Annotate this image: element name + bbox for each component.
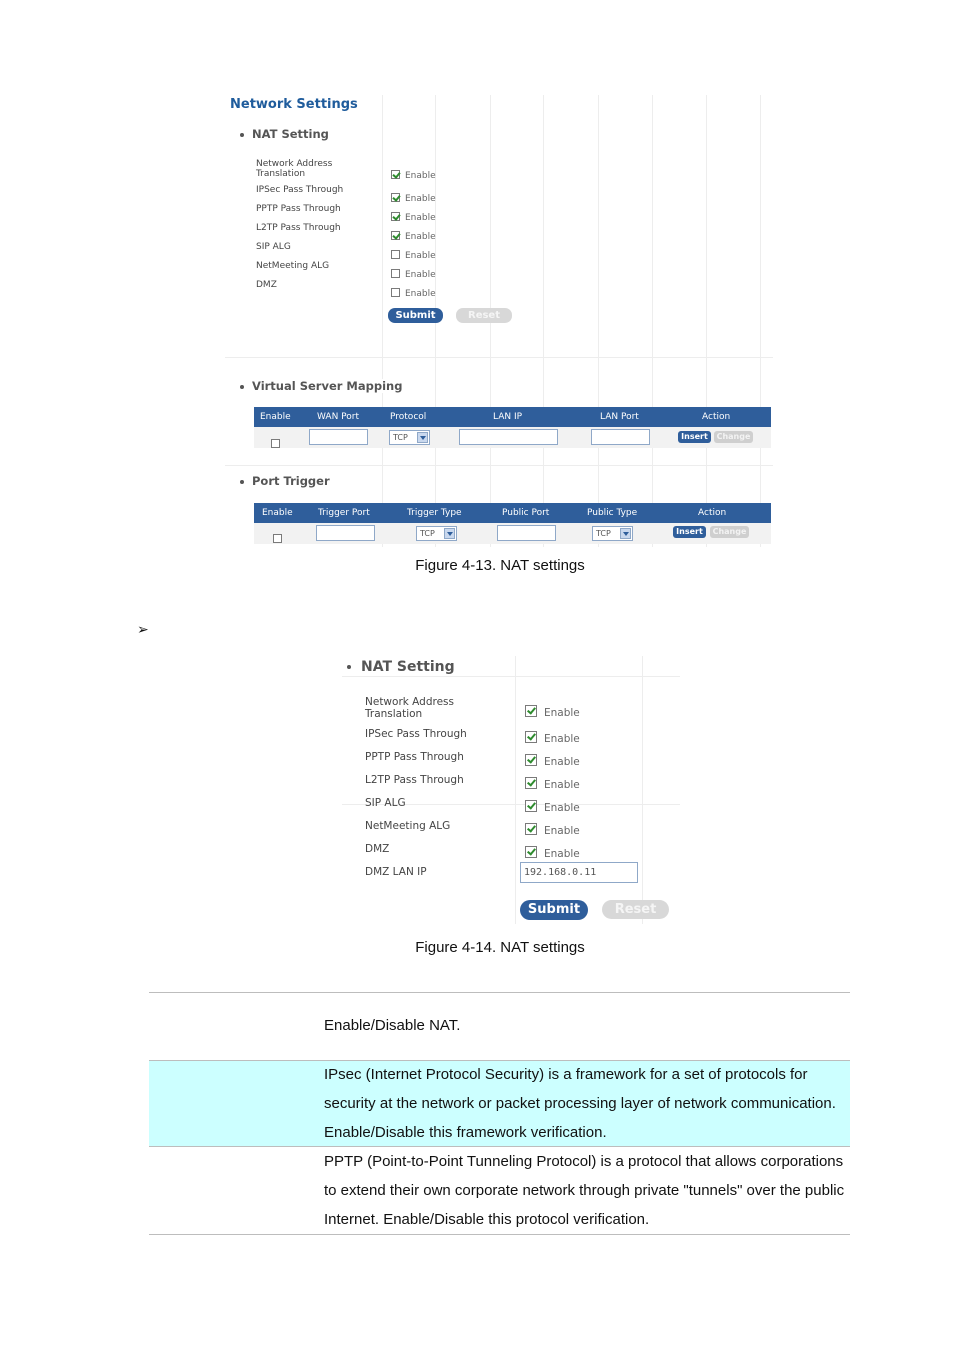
pt-enable-checkbox[interactable] xyxy=(273,534,282,543)
pt-col-trigger-type: Trigger Type xyxy=(407,508,462,518)
vsm-section-label: Virtual Server Mapping xyxy=(252,379,403,393)
nat-row xyxy=(225,242,773,260)
table-rule xyxy=(149,992,850,993)
grid-line xyxy=(225,465,773,466)
pt-trigger-port-input[interactable] xyxy=(316,525,375,541)
enable-label: Enable xyxy=(405,270,436,280)
nat-row-label: L2TP Pass Through xyxy=(256,223,341,233)
vsm-enable-checkbox[interactable] xyxy=(271,439,280,448)
dmz-lan-ip-input[interactable] xyxy=(520,862,638,883)
chevron-down-icon xyxy=(620,528,631,539)
vsm-col-action: Action xyxy=(702,412,731,422)
nat-row-label: NetMeeting ALG xyxy=(256,261,330,271)
nat-row-label: Network Address Translation xyxy=(256,159,333,179)
nat-section-heading-2 xyxy=(347,659,459,675)
enable-label: Enable xyxy=(544,802,580,814)
nat-row-label: L2TP Pass Through xyxy=(365,774,464,786)
nat-row xyxy=(342,696,680,718)
vsm-wan-port-input[interactable] xyxy=(309,429,368,445)
nat-row xyxy=(225,223,773,241)
nat-section-label: NAT Setting xyxy=(252,127,329,141)
enable-label: Enable xyxy=(544,779,580,791)
reset-button[interactable]: Reset xyxy=(456,308,512,323)
figure-caption-2: Figure 4-14. NAT settings xyxy=(415,939,585,956)
enable-checkbox[interactable] xyxy=(525,705,537,717)
pt-col-action: Action xyxy=(698,508,727,518)
description-ipsec: IPsec (Internet Protocol Security) is a framework for a set of protocols for security at the network or packet processing layer of network communication. Enable/Disable this framework verification. xyxy=(324,1066,836,1141)
vsm-change-button[interactable]: Change xyxy=(714,431,753,443)
nat-row-option xyxy=(525,843,580,862)
enable-checkbox[interactable] xyxy=(525,800,537,812)
pt-public-port-input[interactable] xyxy=(497,525,556,541)
enable-checkbox[interactable] xyxy=(391,170,400,179)
nat-row xyxy=(225,280,773,298)
bullet-icon xyxy=(347,665,351,669)
enable-label: Enable xyxy=(544,756,580,768)
enable-label: Enable xyxy=(405,171,436,181)
grid-line xyxy=(342,676,680,677)
enable-checkbox[interactable] xyxy=(525,777,537,789)
figure-nat-settings-1 xyxy=(225,95,773,547)
chevron-down-icon xyxy=(444,528,455,539)
enable-label: Enable xyxy=(405,289,436,299)
enable-checkbox[interactable] xyxy=(525,846,537,858)
vsm-table-header xyxy=(254,407,771,427)
nat-row-option xyxy=(525,820,580,839)
pt-trigger-type-value: TCP xyxy=(420,529,435,538)
vsm-col-wan-port: WAN Port xyxy=(317,412,359,422)
vsm-col-lan-port: LAN Port xyxy=(600,412,639,422)
nat-section-label-2: NAT Setting xyxy=(361,659,455,675)
nat-row-label: PPTP Pass Through xyxy=(256,204,341,214)
nat-row xyxy=(225,185,773,203)
nat-row-option xyxy=(391,164,436,183)
nat-row-label: DMZ xyxy=(365,843,390,855)
pt-col-public-type: Public Type xyxy=(587,508,638,518)
enable-checkbox[interactable] xyxy=(391,212,400,221)
enable-checkbox[interactable] xyxy=(391,269,400,278)
vsm-protocol-select[interactable] xyxy=(389,430,430,445)
enable-label: Enable xyxy=(544,707,580,719)
pt-col-public-port: Public Port xyxy=(502,508,550,518)
nat-row xyxy=(225,204,773,222)
table-rule xyxy=(149,1234,850,1235)
enable-checkbox[interactable] xyxy=(391,193,400,202)
nat-row-label: NetMeeting ALG xyxy=(365,820,451,832)
pt-table-row xyxy=(254,523,771,544)
chevron-down-icon xyxy=(417,432,428,443)
enable-label: Enable xyxy=(544,733,580,745)
page-title: Network Settings xyxy=(230,97,362,112)
nat-row xyxy=(342,820,680,842)
enable-checkbox[interactable] xyxy=(525,754,537,766)
nat-row xyxy=(342,751,680,773)
nat-row xyxy=(342,774,680,796)
nat-row xyxy=(225,159,773,181)
pt-change-button[interactable]: Change xyxy=(710,526,749,538)
nat-row-label: PPTP Pass Through xyxy=(365,751,464,763)
nat-row-option xyxy=(525,797,580,816)
nat-row-option xyxy=(525,728,580,747)
figure-caption-1: Figure 4-13. NAT settings xyxy=(415,557,585,574)
nat-row-label: Network Address Translation xyxy=(365,696,454,720)
enable-checkbox[interactable] xyxy=(525,823,537,835)
vsm-lan-ip-input[interactable] xyxy=(459,429,558,445)
pt-public-type-value: TCP xyxy=(596,529,611,538)
figure-nat-settings-2 xyxy=(342,656,680,924)
description-nat: Enable/Disable NAT. xyxy=(324,1017,461,1034)
nat-row-label: IPSec Pass Through xyxy=(256,185,344,195)
nat-row xyxy=(225,261,773,279)
arrow-bullet-icon: ➢ xyxy=(137,622,149,638)
vsm-col-protocol: Protocol xyxy=(390,412,427,422)
nat-row-label: DMZ xyxy=(256,280,277,290)
enable-checkbox[interactable] xyxy=(525,731,537,743)
enable-checkbox[interactable] xyxy=(391,250,400,259)
nat-row-option xyxy=(525,751,580,770)
dmz-lan-ip-label: DMZ LAN IP xyxy=(365,866,427,878)
enable-label: Enable xyxy=(405,232,436,242)
port-trigger-section-label: Port Trigger xyxy=(252,474,330,488)
nat-row-option xyxy=(391,282,436,301)
pt-public-type-select[interactable] xyxy=(592,526,633,541)
description-pptp: PPTP (Point-to-Point Tunneling Protocol) is a protocol that allows corporations to extend their own corporate network through private "tunnels" over the public Internet. Enable/Disable this protocol verification. xyxy=(324,1153,845,1228)
pt-insert-button[interactable]: Insert xyxy=(673,526,706,538)
nat-row xyxy=(342,797,680,819)
nat-row xyxy=(342,728,680,750)
nat-section-heading xyxy=(240,127,333,141)
enable-label: Enable xyxy=(405,213,436,223)
enable-label: Enable xyxy=(405,194,436,204)
enable-label: Enable xyxy=(544,825,580,837)
vsm-insert-button[interactable]: Insert xyxy=(678,431,711,443)
vsm-lan-port-input[interactable] xyxy=(591,429,650,445)
vsm-table-row xyxy=(254,427,771,448)
submit-button[interactable]: Submit xyxy=(388,308,443,323)
enable-label: Enable xyxy=(405,251,436,261)
bullet-icon xyxy=(240,385,244,389)
pt-col-enable: Enable xyxy=(262,508,293,518)
grid-line xyxy=(225,357,773,358)
nat-row-option xyxy=(525,702,580,721)
bullet-icon xyxy=(240,133,244,137)
reset-button-2[interactable]: Reset xyxy=(602,900,669,919)
vsm-section-heading xyxy=(240,379,406,393)
nat-row-label: SIP ALG xyxy=(365,797,406,809)
nat-row-label: IPSec Pass Through xyxy=(365,728,467,740)
enable-label: Enable xyxy=(544,848,580,860)
port-trigger-section-heading xyxy=(240,474,334,488)
nat-row-label: SIP ALG xyxy=(256,242,291,252)
nat-row-option xyxy=(525,774,580,793)
submit-button-2[interactable]: Submit xyxy=(520,900,588,920)
pt-trigger-type-select[interactable] xyxy=(416,526,457,541)
enable-checkbox[interactable] xyxy=(391,231,400,240)
vsm-protocol-value: TCP xyxy=(393,433,408,442)
pt-table-header xyxy=(254,503,771,523)
pt-col-trigger-port: Trigger Port xyxy=(318,508,370,518)
enable-checkbox[interactable] xyxy=(391,288,400,297)
bullet-icon xyxy=(240,480,244,484)
vsm-col-lan-ip: LAN IP xyxy=(493,412,523,422)
vsm-col-enable: Enable xyxy=(260,412,291,422)
